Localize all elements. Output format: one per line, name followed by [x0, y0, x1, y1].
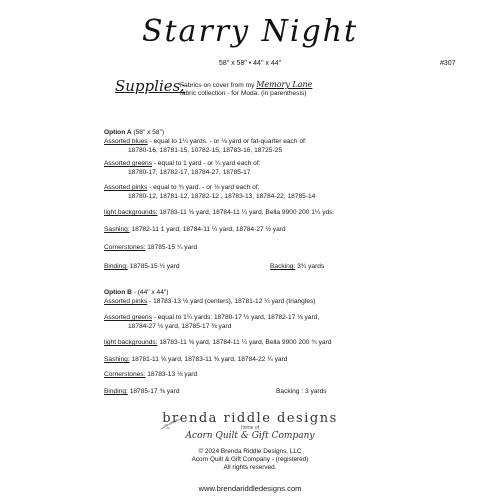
a-light-label: light backgrounds:: [104, 209, 158, 216]
a-binding-line: [104, 262, 180, 271]
b-corner-line: [104, 370, 197, 379]
brand-home-of: home of: [240, 425, 260, 431]
pattern-title: Starry Night: [141, 14, 359, 49]
b-greens-label: Assorted greens: [104, 314, 153, 321]
b-binding-label: Binding:: [104, 388, 128, 395]
option-a-size: (58" x 58"): [133, 129, 165, 136]
a-greens-line: [104, 159, 261, 168]
acorn-company-logo: Acorn Quilt & Gift Company: [185, 431, 315, 441]
b-corner-label: Cornerstones:: [104, 371, 146, 378]
b-sashing-label: Sashing:: [104, 356, 130, 363]
b-pinks-label: Assorted pinks: [104, 298, 148, 305]
a-greens-label: Assorted greens: [104, 160, 153, 167]
a-corner-line: [104, 243, 197, 252]
b-greens-text-2: 18784-27 ½ yard, 18785-17 ⅜ yard: [128, 323, 232, 330]
pattern-number: #307: [440, 60, 456, 67]
website-link[interactable]: www.brendariddledesigns.com: [198, 484, 302, 493]
b-pinks-text: - 18783-13 ⅛ yard (centers), 18781-12 ¼ yard (triangles): [147, 298, 316, 305]
b-binding-text: 18785-17 ⅜ yard: [129, 388, 180, 395]
company-line: Acorn Quilt & Gift Company - (registered): [191, 456, 309, 463]
b-light-label: light backgrounds:: [104, 339, 158, 346]
a-sashing-text: 18782-11 1 yard, 18784-11 ¼ yard, 18784-27 ½ yard: [131, 226, 286, 233]
a-binding-label: Binding:: [104, 263, 128, 270]
supplies-line-1-text: Fabrics on cover from my: [180, 82, 257, 89]
b-light-line: [104, 338, 331, 347]
b-greens-text: - equal to 1¼ yards: 18780-17 ½ yard, 18782-17 ⅛ yard,: [152, 314, 320, 321]
b-light-text: 18783-11 ⅝ yard, 18784-11 ¼ yard, Bella 9900 200 ¾ yard: [159, 339, 332, 346]
collection-name: Memory Lane: [256, 80, 313, 89]
a-greens-text: - equal to 1 yard - or ¼ yard each of:: [152, 160, 261, 167]
option-b-size: - (44" x 44"): [133, 289, 169, 296]
a-pinks-label: Assorted pinks: [104, 184, 148, 191]
a-light-text: 18783-11 ⅝ yard, 18784-11 ¼ yard, Bella 9900 200 1¼ yds.: [159, 209, 335, 216]
a-blues-list: 18780-16, 18781-15, 10782-15, 18783-16, 18725-25: [128, 147, 282, 154]
a-blues-line: [104, 137, 307, 146]
a-backing-text: 3¾ yards: [297, 263, 325, 270]
a-binding-text: 18785-15 ½ yard: [129, 263, 180, 270]
brand-logo: [0, 411, 500, 441]
b-backing-text: 3 yards: [304, 388, 327, 395]
b-sashing-line: [104, 355, 287, 364]
a-pinks-text: - equal to ¾ yard. - or ⅛ yard each of:: [147, 184, 260, 191]
option-a-heading: [104, 128, 164, 137]
copyright-line: © 2024 Brenda Riddle Designs, LLC: [198, 448, 302, 455]
rights-line: All rights reserved.: [223, 464, 277, 471]
a-backing-label: Backing:: [270, 263, 296, 270]
b-binding-line: [104, 387, 180, 396]
a-blues-label: Assorted blues: [104, 138, 148, 145]
b-corner-text: 18783-13 ⅛ yard: [147, 371, 198, 378]
a-pinks-list: 18780-12, 18781-12, 18782-12 , 18783-13, 18784-22, 18785-14: [128, 193, 316, 200]
a-greens-list: 18780-17, 18782-17, 18784-27, 18785-17: [128, 169, 251, 176]
a-sashing-label: Sashing:: [104, 226, 130, 233]
a-blues-text: - equal to 1¼ yards. - or ⅛ yard or fat-quarter each of:: [147, 138, 307, 145]
a-backing-line: [270, 262, 324, 271]
a-pinks-line: [104, 183, 259, 192]
option-a-label: Option A: [104, 129, 132, 136]
b-backing-label: Backing :: [276, 388, 304, 395]
supplies-line-2: fabric collection - for Moda. (in parenthesis): [180, 90, 307, 97]
a-sashing-line: [104, 225, 286, 234]
option-b-label: Option B: [104, 289, 132, 296]
b-sashing-text: 18781-11 ⅝ yard, 18783-11 ⅜ yard, 18784-22 ¼ yard: [131, 356, 288, 363]
a-corner-label: Cornerstones:: [104, 244, 146, 251]
option-b-heading: [104, 288, 168, 297]
supplies-heading: Supplies:: [115, 77, 186, 95]
b-greens-line: [104, 313, 319, 322]
a-corner-text: 18785-15 ¼ yard: [147, 244, 198, 251]
brand-name: brenda riddle designs: [162, 411, 338, 426]
b-pinks-line: [104, 297, 315, 306]
a-light-line: [104, 208, 334, 217]
b-backing-line: [276, 387, 327, 396]
quilt-sizes: 58" x 58" • 44" x 44": [218, 60, 282, 67]
